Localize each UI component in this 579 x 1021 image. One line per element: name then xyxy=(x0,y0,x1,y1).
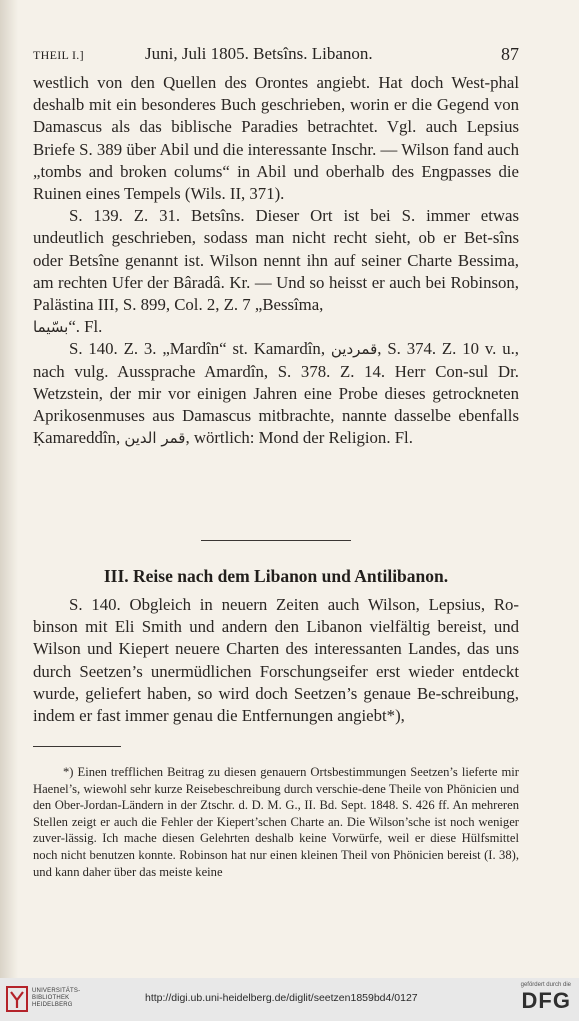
paragraph-betsins xyxy=(33,205,519,338)
permalink-url[interactable]: http://digi.ub.uni-heidelberg.de/diglit/seetzen1859bd4/0127 xyxy=(145,992,418,1004)
paragraph-betsins-end: “. Fl. xyxy=(68,317,103,337)
library-name-line1: UNIVERSITÄTS- xyxy=(32,988,81,994)
paragraph-orontes: westlich von den Quellen des Orontes angiebt. Hat doch West-phal deshalb mit ein besonderes Buch geschrieben, worin er die Gegend von Damascus als das biblische Paradies betrachtet. Vgl. auch Lepsius Briefe S. 389 über Abil und die interessante Inschr. — Wilson fand auch „tombs and broken colums“ in Abil und oberhalb des Engpasses die Ruinen eines Tempels (Wils. II, 371). xyxy=(33,73,519,204)
running-header xyxy=(33,44,519,66)
arabic-kamareddin: قمر الدين xyxy=(124,429,186,448)
library-name-line2: BIBLIOTHEK xyxy=(32,995,70,1002)
paragraph-libanon: S. 140. Obgleich in neuern Zeiten auch Wilson, Lepsius, Ro-binson mit Eli Smith und andern den Libanon vielfältig bereist, und Wilson und Kiepert neuere Charten des interessanten Landes, das uns durch Seetzen’s unermüdlichen Forschungseifer erst wieder entdeckt wurde, geliefert haben, so wird doch Seetzen’s genaue Be-schreibung, indem er fast immer genau die Entfernungen angiebt*), xyxy=(33,595,519,726)
university-library-logo[interactable] xyxy=(6,984,86,1016)
section-divider xyxy=(201,540,351,541)
viewer-footer xyxy=(0,978,579,1021)
paragraph-betsins-text: S. 139. Z. 31. Betsîns. Dieser Ort ist bei S. immer etwas undeutlich geschrieben, sodass man nicht recht sieht, ob er Bet-sîns oder Betsîne genannt ist. Wilson nennt ihn auf seiner Charte Bessima, am rechten Ufer der Bâradâ. Kr. — Und so heisst er auch bei Robinson, Palästina III, S. 899, Col. 2, Z. 7 „Bessîma, xyxy=(33,206,519,315)
page-number: 87 xyxy=(501,44,519,64)
header-part-label: THEIL I.] xyxy=(33,48,84,62)
arabic-bessima: بسّيما xyxy=(33,318,69,337)
funder-note: gefördert durch die xyxy=(520,982,571,988)
library-name xyxy=(32,988,80,1010)
header-title: Juni, Juli 1805. Betsîns. Libanon. xyxy=(145,44,373,63)
footnote-rule xyxy=(33,746,121,747)
arabic-kamardin: قمردين xyxy=(330,340,378,359)
footnote xyxy=(33,764,519,880)
paragraph-mardin xyxy=(33,338,519,449)
library-crest-icon xyxy=(6,986,28,1012)
section-heading: III. Reise nach dem Libanon und Antilibanon. xyxy=(103,566,449,586)
main-text xyxy=(33,72,519,449)
paragraph-mardin-middle: , S. 374. Z. 10 v. u., nach vulg. Aussprache Amardîn, S. 378. Z. 14. Herr Con-sul Dr. Wetzstein, der mir vor einigen Jahren eine Probe dieses getrockneten Aprikosenmuses aus Damascus mitbrachte, nannte dasselbe ebenfalls Ḳamareddîn, xyxy=(33,339,519,448)
section-text xyxy=(33,594,519,727)
footnote-text: *) Einen trefflichen Beitrag zu diesen genauern Ortsbestimmungen Seetzen’s lieferte mir Haenel’s, wiewohl sehr kurze Reisebeschreibung durch verschie-dene Theile von Phönicien und den Ober-Jordan-Ländern in der Ztschr. d. D. M. G., II. Bd. Sept. 1848. S. 426 ff. An mehreren Stellen zeigt er auch die Fehler der Kiepert’schen Charte an. Die Wilson’sche ist noch weniger zuver-lässig. Ich mache diesen Gelehrten deshalb keine Vorwürfe, weil er diese Hülfsmittel noch nicht benutzen konnte. Robinson hat nur einen kleinen Theil von Phönicien bereist (I. 38), und kann daher über das meiste keine xyxy=(33,765,519,879)
library-name-line3: HEIDELBERG xyxy=(32,1002,73,1009)
paragraph-mardin-end: , wörtlich: Mond der Religion. Fl. xyxy=(185,428,413,448)
paragraph-mardin-start: S. 140. Z. 3. „Mardîn“ st. Kamardîn, xyxy=(69,339,326,359)
dfg-logo[interactable] xyxy=(505,982,571,1018)
dfg-wordmark: DFG xyxy=(521,988,571,1013)
